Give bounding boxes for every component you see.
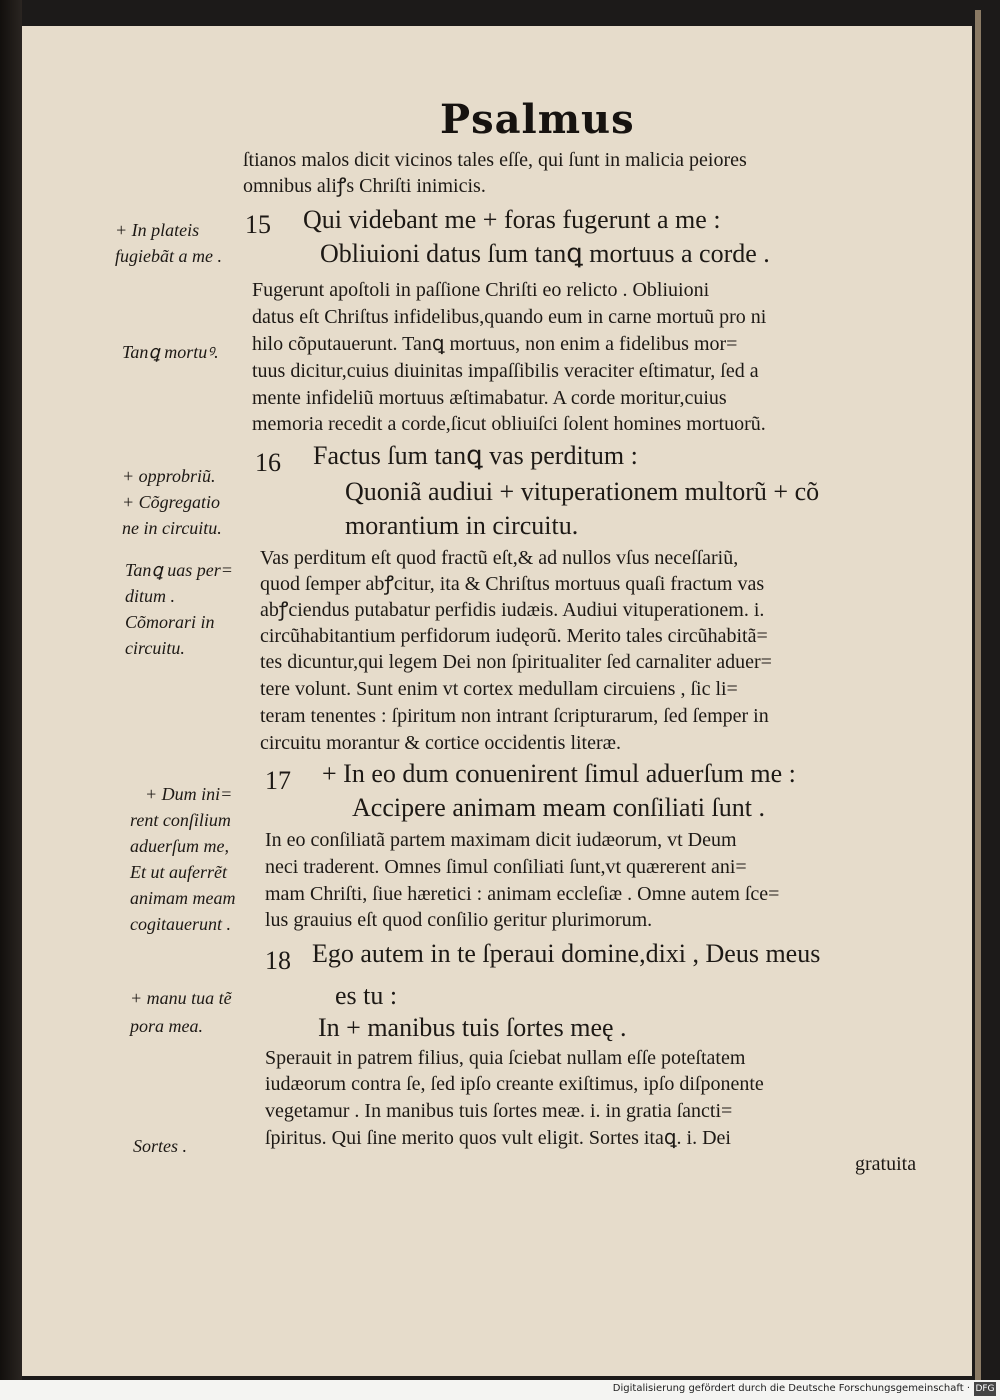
- page-edge: [975, 10, 981, 1380]
- verse-line: Quoniã audiui + vituperationem multorũ + cõ: [345, 477, 820, 506]
- verse-number: 17: [265, 766, 291, 795]
- running-title: Psalmus: [440, 96, 635, 143]
- verse-number: 15: [245, 210, 271, 239]
- book-spine: [0, 0, 22, 1380]
- margin-note: pora mea.: [130, 1016, 203, 1036]
- commentary-line: ſpiritus. Qui ſine merito quos vult eligit. Sortes itaꝗ. i. Dei: [265, 1127, 731, 1149]
- commentary-line: quod ſemper abꝭcitur, ita & Chriſtus mortuus quaſi fractum vas: [260, 573, 765, 595]
- margin-note: aduerſum me,: [130, 836, 229, 856]
- margin-note: rent conſilium: [130, 810, 231, 830]
- margin-note: cogitauerunt .: [130, 914, 231, 934]
- commentary-line: Sperauit in patrem filius, quia ſciebat nullam eſſe poteſtatem: [265, 1047, 746, 1069]
- verse-line: morantium in circuitu.: [345, 511, 579, 540]
- margin-note: ditum .: [125, 586, 176, 606]
- margin-note: + opprobriũ.: [122, 466, 216, 486]
- verse-line: Qui videbant me + foras fugerunt a me :: [303, 205, 721, 234]
- margin-note: Tanꝗ uas per=: [125, 560, 233, 580]
- commentary-line: memoria recedit a corde,ſicut obliuiſci ſolent homines mortuorũ.: [252, 413, 766, 435]
- commentary-line: vegetamur . In manibus tuis ſortes meæ. i. in gratia ſancti=: [265, 1100, 733, 1122]
- commentary-line: circũhabitantium perfidorum iudęorũ. Merito tales circũhabitã=: [260, 625, 768, 647]
- catchword: gratuita: [855, 1153, 917, 1175]
- commentary-line: Vas perditum eſt quod fractũ eſt,& ad nullos vſus neceſſariũ,: [260, 547, 739, 569]
- commentary-line: lus grauius eſt quod conſilio geritur plurimorum.: [265, 909, 653, 931]
- margin-note: + In plateis: [115, 220, 200, 240]
- verse-line: + In eo dum conuenirent ſimul aduerſum me :: [322, 759, 796, 788]
- commentary-line: abꝭciendus putabatur perfidis iudæis. Audiui vituperationem. i.: [260, 599, 765, 621]
- verse-number: 18: [265, 946, 291, 975]
- margin-note: + Cõgregatio: [122, 492, 220, 512]
- commentary-line: neci traderent. Omnes ſimul conſiliati ſunt,vt quærerent ani=: [265, 856, 747, 878]
- margin-note: Cõmorari in: [125, 612, 215, 632]
- margin-note: circuitu.: [125, 638, 185, 658]
- verse-number: 16: [255, 448, 281, 477]
- margin-note: + manu tua tẽ: [130, 988, 232, 1008]
- body-line: ſtianos malos dicit vicinos tales eſſe, qui ſunt in malicia peiores: [243, 149, 747, 171]
- commentary-line: iudæorum contra ſe, ſed ipſo creante exiſtimus, ipſo diſponente: [265, 1073, 764, 1095]
- verse-line: es tu :: [335, 981, 398, 1010]
- commentary-line: circuitu morantur & cortice occidentis literæ.: [260, 732, 621, 754]
- margin-note: Sortes .: [133, 1136, 187, 1156]
- commentary-line: mente infideliũ mortuus æſtimabatur. A corde moritur,cuius: [252, 387, 727, 409]
- margin-note: Tanꝗ mortuꝰ.: [122, 342, 219, 362]
- verse-line: Factus ſum tanꝗ vas perditum :: [313, 441, 638, 470]
- commentary-line: tere volunt. Sunt enim vt cortex medullam circuiens , ſic li=: [260, 678, 738, 700]
- funding-credit: Digitalisierung gefördert durch die Deutsche Forschungsgemeinschaft ·: [612, 1383, 970, 1394]
- body-line: omnibus aliꝭs Chriſti inimicis.: [243, 175, 486, 197]
- commentary-line: mam Chriſti, ſiue hæretici : animam eccleſiæ . Omne autem ſce=: [265, 883, 780, 905]
- commentary-line: Fugerunt apoſtoli in paſſione Chriſti eo relicto . Obliuioni: [252, 279, 710, 301]
- verse-line: In + manibus tuis ſortes meę .: [318, 1013, 627, 1042]
- margin-note: + Dum ini=: [145, 784, 233, 804]
- dfg-logo: DFG: [975, 1384, 995, 1394]
- verse-line: Accipere animam meam conſiliati ſunt .: [352, 793, 765, 822]
- commentary-line: tuus dicitur,cuius diuinitas impaſſibilis veraciter eſtimatur, ſed a: [252, 360, 759, 382]
- margin-note: animam meam: [130, 888, 236, 908]
- verse-line: Obliuioni datus ſum tanꝗ mortuus a corde .: [320, 239, 770, 268]
- commentary-line: teram tenentes : ſpiritum non intrant ſcripturarum, ſed ſemper in: [260, 705, 769, 727]
- margin-note: ne in circuitu.: [122, 518, 222, 538]
- margin-note: fugiebãt a me .: [115, 246, 222, 266]
- commentary-line: datus eſt Chriſtus infidelibus,quando eum in carne mortuũ pro ni: [252, 306, 767, 328]
- commentary-line: In eo conſiliatã partem maximam dicit iudæorum, vt Deum: [265, 829, 737, 851]
- margin-note: Et ut auferrẽt: [130, 862, 227, 882]
- commentary-line: tes dicuntur,qui legem Dei non ſpiritualiter ſed carnaliter aduer=: [260, 651, 772, 673]
- verse-line: Ego autem in te ſperaui domine,dixi , Deus meus: [312, 939, 821, 968]
- commentary-line: hilo cõputauerunt. Tanꝗ mortuus, non enim a fidelibus mor=: [252, 333, 738, 355]
